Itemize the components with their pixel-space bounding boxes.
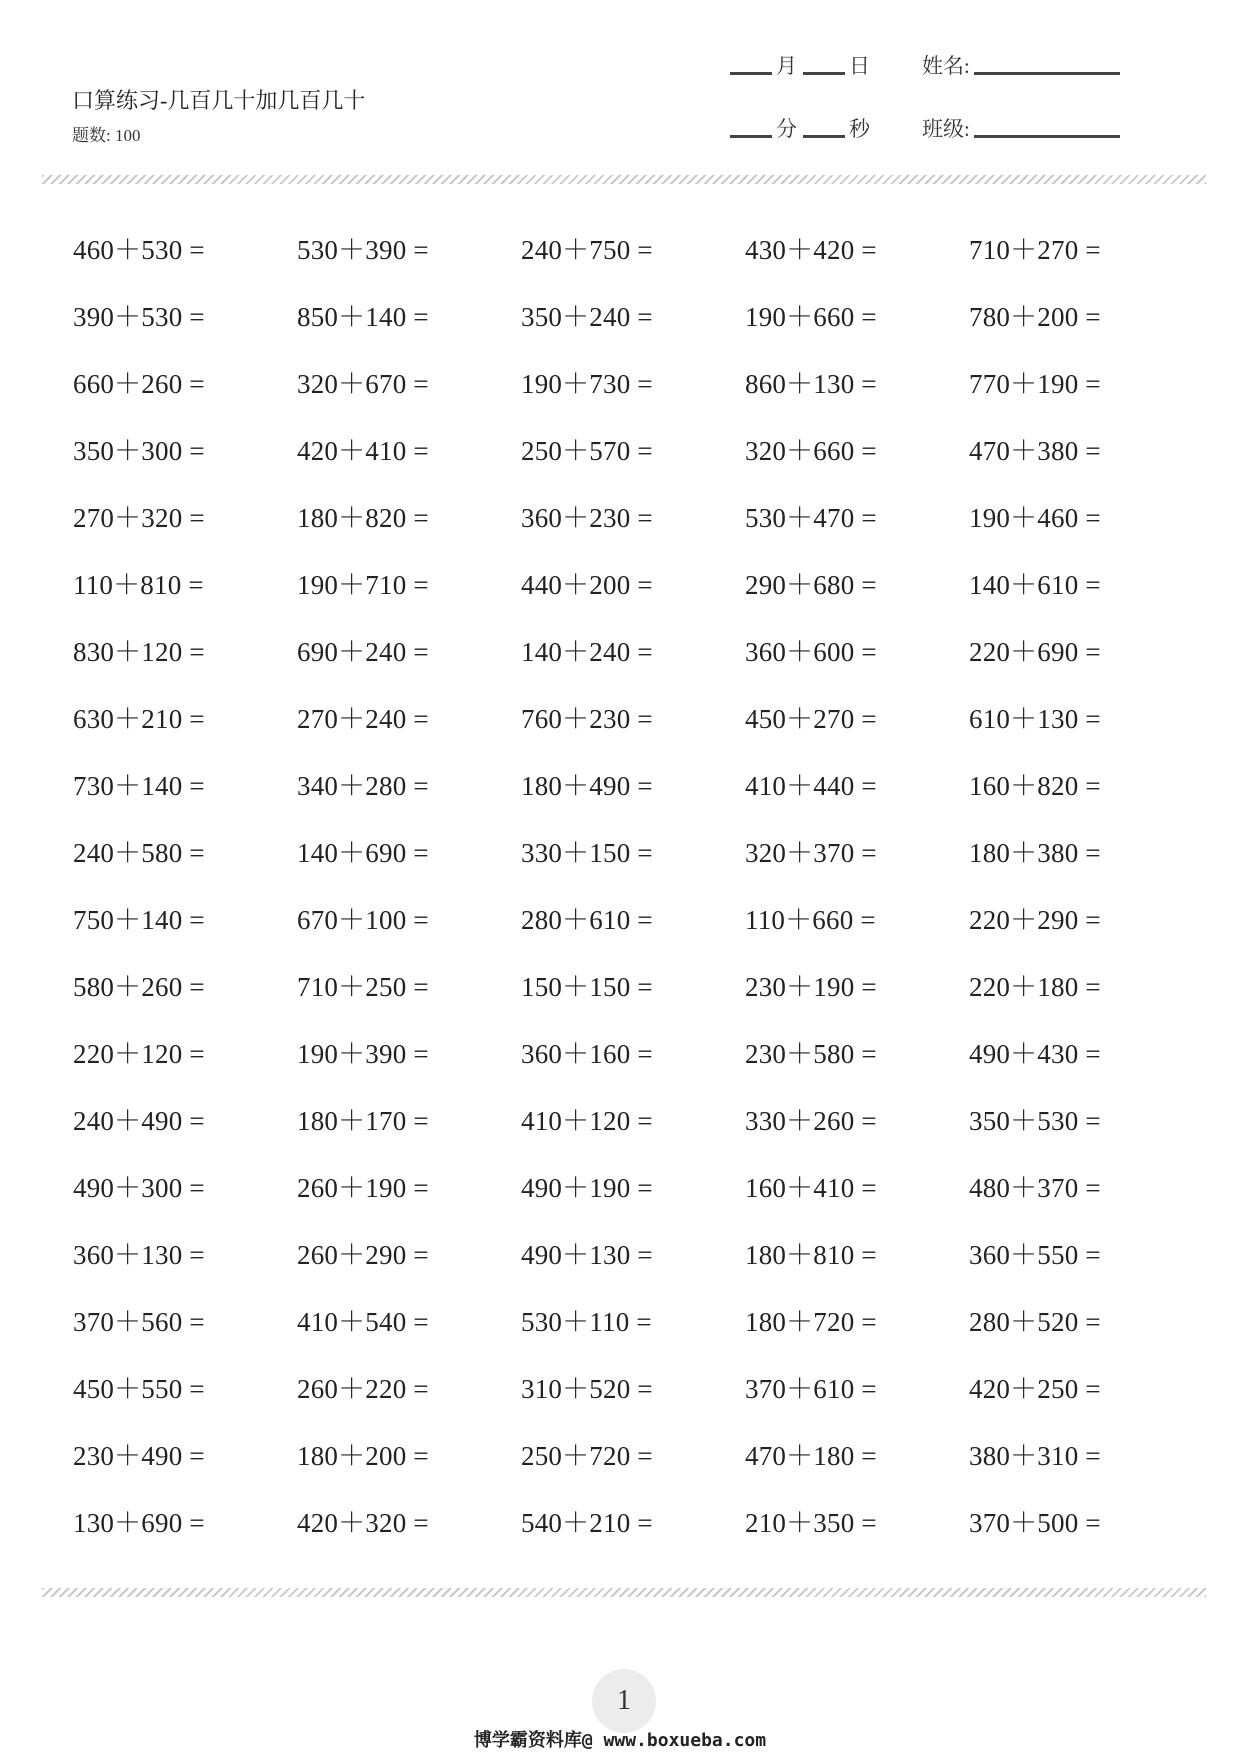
problem-item: 190＋710 = [297, 570, 429, 600]
problem-item: 140＋240 = [521, 637, 653, 667]
problem-item: 180＋170 = [297, 1106, 429, 1136]
worksheet-header [72, 84, 365, 146]
problem-item: 270＋320 = [73, 503, 205, 533]
problem-item: 220＋180 = [969, 972, 1101, 1002]
problem-item: 180＋380 = [969, 838, 1101, 868]
problem-item: 150＋150 = [521, 972, 653, 1002]
problem-item: 770＋190 = [969, 369, 1101, 399]
problem-item: 160＋410 = [745, 1173, 877, 1203]
problem-row [73, 831, 1197, 898]
problem-item: 290＋680 = [745, 570, 877, 600]
problem-item: 140＋690 = [297, 838, 429, 868]
problem-row [73, 563, 1197, 630]
problem-row [73, 898, 1197, 965]
problem-item: 250＋720 = [521, 1441, 653, 1471]
problem-item: 360＋550 = [969, 1240, 1101, 1270]
problem-item: 530＋110 = [521, 1307, 652, 1337]
problem-item: 420＋410 = [297, 436, 429, 466]
problem-item: 710＋250 = [297, 972, 429, 1002]
problem-item: 130＋690 = [73, 1508, 205, 1538]
problem-item: 490＋430 = [969, 1039, 1101, 1069]
problem-item: 690＋240 = [297, 637, 429, 667]
problem-count: 题数: 100 [72, 126, 141, 145]
problem-item: 320＋370 = [745, 838, 877, 868]
minute-blank[interactable] [730, 135, 772, 138]
problem-row [73, 429, 1197, 496]
problem-item: 320＋660 = [745, 436, 877, 466]
problem-row [73, 1233, 1197, 1300]
problem-item: 190＋390 = [297, 1039, 429, 1069]
problem-item: 480＋370 = [969, 1173, 1101, 1203]
problem-item: 110＋660 = [745, 905, 876, 935]
month-label: 月 [776, 54, 797, 78]
problem-item: 260＋220 = [297, 1374, 429, 1404]
problem-item: 370＋610 = [745, 1374, 877, 1404]
problem-item: 490＋300 = [73, 1173, 205, 1203]
problem-item: 530＋470 = [745, 503, 877, 533]
problem-item: 420＋320 = [297, 1508, 429, 1538]
problem-item: 140＋610 = [969, 570, 1101, 600]
problem-item: 440＋200 = [521, 570, 653, 600]
problem-item: 760＋230 = [521, 704, 653, 734]
problem-row [73, 697, 1197, 764]
problem-item: 190＋460 = [969, 503, 1101, 533]
problem-row [73, 764, 1197, 831]
problem-item: 470＋380 = [969, 436, 1101, 466]
problem-item: 190＋660 = [745, 302, 877, 332]
problem-row [73, 1099, 1197, 1166]
problem-item: 330＋260 = [745, 1106, 877, 1136]
minute-label: 分 [776, 117, 797, 141]
problem-item: 470＋180 = [745, 1441, 877, 1471]
problem-item: 380＋310 = [969, 1441, 1101, 1471]
time-class-row [730, 113, 1120, 143]
problem-item: 410＋540 = [297, 1307, 429, 1337]
class-label: 班级: [922, 117, 970, 141]
day-blank[interactable] [803, 72, 845, 75]
problem-row [73, 1434, 1197, 1501]
problem-item: 250＋570 = [521, 436, 653, 466]
problem-item: 230＋580 = [745, 1039, 877, 1069]
problem-item: 230＋490 = [73, 1441, 205, 1471]
month-blank[interactable] [730, 72, 772, 75]
problem-item: 360＋230 = [521, 503, 653, 533]
problem-item: 530＋390 = [297, 235, 429, 265]
problem-item: 180＋490 = [521, 771, 653, 801]
problem-item: 180＋820 = [297, 503, 429, 533]
problem-item: 350＋240 = [521, 302, 653, 332]
problem-item: 180＋810 = [745, 1240, 877, 1270]
problem-item: 710＋270 = [969, 235, 1101, 265]
problem-item: 360＋160 = [521, 1039, 653, 1069]
problem-item: 410＋120 = [521, 1106, 653, 1136]
problem-row [73, 1367, 1197, 1434]
problem-item: 540＋210 = [521, 1508, 653, 1538]
problem-item: 280＋610 = [521, 905, 653, 935]
problem-item: 450＋270 = [745, 704, 877, 734]
problem-row [73, 1300, 1197, 1367]
problem-item: 430＋420 = [745, 235, 877, 265]
bottom-divider [42, 1588, 1206, 1597]
page-number: 1 [592, 1669, 656, 1733]
second-blank[interactable] [803, 135, 845, 138]
problem-item: 230＋190 = [745, 972, 877, 1002]
day-label: 日 [849, 54, 870, 78]
problem-item: 360＋600 = [745, 637, 877, 667]
problem-row [73, 630, 1197, 697]
problem-item: 190＋730 = [521, 369, 653, 399]
problem-item: 270＋240 = [297, 704, 429, 734]
problem-item: 610＋130 = [969, 704, 1101, 734]
problem-item: 830＋120 = [73, 637, 205, 667]
problem-item: 730＋140 = [73, 771, 205, 801]
problem-item: 780＋200 = [969, 302, 1101, 332]
problem-item: 370＋560 = [73, 1307, 205, 1337]
problem-item: 180＋720 = [745, 1307, 877, 1337]
problem-item: 350＋530 = [969, 1106, 1101, 1136]
problem-item: 180＋200 = [297, 1441, 429, 1471]
problem-item: 240＋750 = [521, 235, 653, 265]
name-label: 姓名: [922, 54, 970, 78]
problem-item: 490＋190 = [521, 1173, 653, 1203]
problem-item: 850＋140 = [297, 302, 429, 332]
top-divider [42, 175, 1206, 184]
problem-row [73, 1501, 1197, 1568]
problem-item: 490＋130 = [521, 1240, 653, 1270]
problem-row [73, 496, 1197, 563]
problem-item: 580＋260 = [73, 972, 205, 1002]
problem-item: 330＋150 = [521, 838, 653, 868]
problem-item: 860＋130 = [745, 369, 877, 399]
problem-item: 370＋500 = [969, 1508, 1101, 1538]
problem-item: 340＋280 = [297, 771, 429, 801]
date-name-row [730, 50, 1120, 80]
problem-row [73, 965, 1197, 1032]
problem-item: 460＋530 = [73, 235, 205, 265]
name-blank[interactable] [974, 72, 1120, 75]
problem-item: 660＋260 = [73, 369, 205, 399]
problem-item: 420＋250 = [969, 1374, 1101, 1404]
problem-row [73, 295, 1197, 362]
problem-item: 110＋810 = [73, 570, 204, 600]
problem-item: 220＋290 = [969, 905, 1101, 935]
problem-item: 240＋490 = [73, 1106, 205, 1136]
problem-item: 260＋290 = [297, 1240, 429, 1270]
problem-item: 450＋550 = [73, 1374, 205, 1404]
problem-item: 360＋130 = [73, 1240, 205, 1270]
problem-item: 220＋690 = [969, 637, 1101, 667]
problem-item: 220＋120 = [73, 1039, 205, 1069]
problem-item: 260＋190 = [297, 1173, 429, 1203]
problem-item: 240＋580 = [73, 838, 205, 868]
problem-row [73, 228, 1197, 295]
problem-item: 350＋300 = [73, 436, 205, 466]
problem-item: 210＋350 = [745, 1508, 877, 1538]
problem-item: 750＋140 = [73, 905, 205, 935]
problem-item: 630＋210 = [73, 704, 205, 734]
problem-row [73, 1032, 1197, 1099]
problem-item: 390＋530 = [73, 302, 205, 332]
problem-row [73, 1166, 1197, 1233]
problem-item: 280＋520 = [969, 1307, 1101, 1337]
problem-row [73, 362, 1197, 429]
second-label: 秒 [849, 117, 870, 141]
problem-item: 670＋100 = [297, 905, 429, 935]
problem-item: 160＋820 = [969, 771, 1101, 801]
problem-item: 410＋440 = [745, 771, 877, 801]
problem-grid [73, 228, 1197, 1568]
problem-item: 320＋670 = [297, 369, 429, 399]
worksheet-title: 口算练习-几百几十加几百几十 [72, 88, 366, 113]
footer-watermark: 博学霸资料库@ www.boxueba.com [473, 1730, 767, 1751]
problem-item: 310＋520 = [521, 1374, 653, 1404]
class-blank[interactable] [974, 135, 1120, 138]
